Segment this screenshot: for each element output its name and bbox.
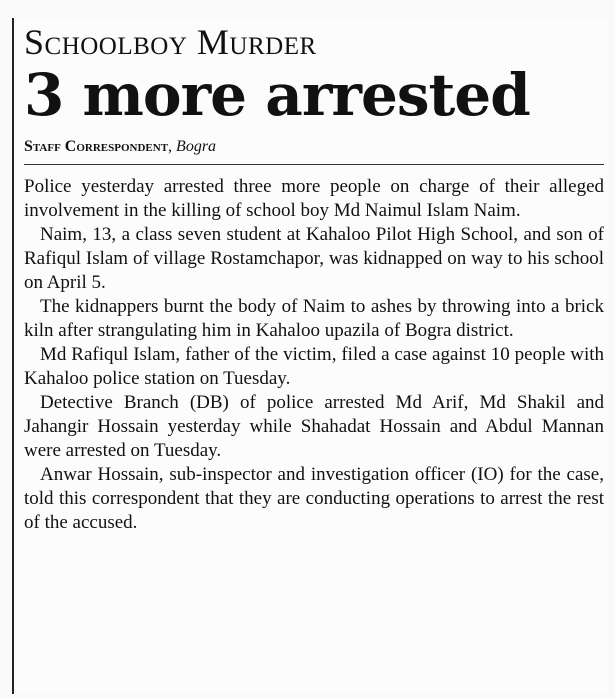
article-paragraph: Anwar Hossain, sub-inspector and investigation officer (IO) for the case, told this correspondent that they are conducting operations to arrest the rest of the accused. [24,464,604,533]
article-kicker: Schoolboy Murder [24,22,317,62]
article-paragraph: Detective Branch (DB) of police arrested Md Arif, Md Shakil and Jahangir Hossain yesterday while Shahadat Hossain and Abdul Mannan were arrested on Tuesday. [24,392,604,461]
byline-separator: , [168,138,173,155]
article-paragraph: Police yesterday arrested three more people on charge of their alleged involvement in the killing of school boy Md Naimul Islam Naim. [24,176,604,221]
byline-author: Staff Correspondent [24,138,169,155]
article-headline: 3 more arrested [24,61,530,129]
article-body [24,175,604,535]
article [24,18,604,535]
news-clipping [12,18,608,694]
article-byline [24,138,604,156]
byline-location: Bogra [176,138,217,155]
article-paragraph: Md Rafiqul Islam, father of the victim, filed a case against 10 people with Kahaloo police station on Tuesday. [24,344,604,389]
byline-divider [24,164,604,165]
article-paragraph: Naim, 13, a class seven student at Kahaloo Pilot High School, and son of Rafiqul Islam of village Rostamchapor, was kidnapped on way to his school on April 5. [24,224,604,293]
article-paragraph: The kidnappers burnt the body of Naim to ashes by throwing into a brick kiln after strangulating him in Kahaloo upazila of Bogra district. [24,296,604,341]
